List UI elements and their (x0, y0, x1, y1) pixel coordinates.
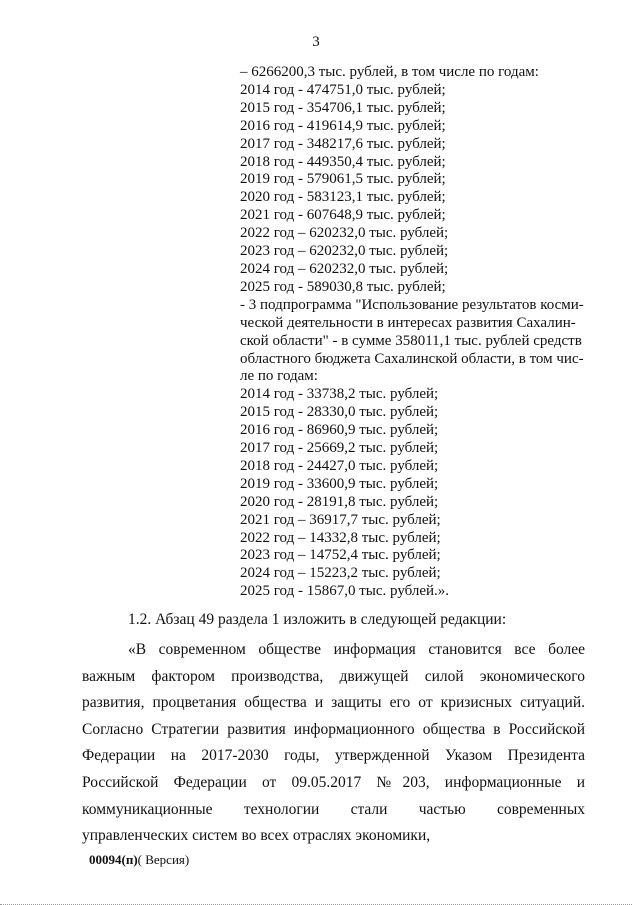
document-version: ( Версия) (137, 852, 190, 867)
budget-line: 2024 год – 15223,2 тыс. рублей; (240, 565, 441, 582)
page-edge-artifact (0, 899, 632, 905)
document-footer (89, 852, 189, 868)
budget-line: 2019 год - 579061,5 тыс. рублей; (240, 171, 446, 188)
budget-line: 2024 год – 620232,0 тыс. рублей; (240, 260, 449, 277)
budget-line: 2022 год – 14332,8 тыс. рублей; (240, 529, 441, 546)
subprogram-line: ческой деятельности в интересах развития Сахалин- (240, 314, 576, 331)
budget-line: – 6266200,3 тыс. рублей, в том числе по годам: (240, 64, 539, 80)
budget-line: 2023 год – 620232,0 тыс. рублей; (240, 243, 449, 260)
subprogram-line: областного бюджета Сахалинской области, в том чис- (240, 350, 584, 367)
budget-line: 2015 год - 354706,1 тыс. рублей; (240, 99, 446, 116)
budget-line: 2025 год - 589030,8 тыс. рублей; (240, 278, 446, 295)
budget-line: 2018 год - 24427,0 тыс. рублей; (240, 457, 439, 474)
budget-line: 2023 год – 14752,4 тыс. рублей; (240, 547, 441, 564)
subprogram-line: ле по годам: (240, 368, 318, 385)
budget-line: 2018 год - 449350,4 тыс. рублей; (240, 153, 446, 170)
budget-line: 2025 год - 15867,0 тыс. рублей.». (240, 583, 450, 600)
document-code: 00094(п) (89, 852, 138, 867)
budget-line: 2017 год - 348217,6 тыс. рублей; (240, 135, 446, 152)
subprogram-line: ской области" - в сумме 358011,1 тыс. рублей средств (240, 332, 582, 349)
budget-line: 2016 год - 86960,9 тыс. рублей; (240, 422, 439, 439)
subprogram-line: - 3 подпрограмма "Использование результатов косми- (240, 296, 584, 313)
budget-line: 2019 год - 33600,9 тыс. рублей; (240, 475, 439, 492)
budget-line: 2021 год - 607648,9 тыс. рублей; (240, 207, 446, 224)
item-clause-heading: 1.2. Абзац 49 раздела 1 изложить в следующей редакции: (128, 611, 507, 628)
budget-line: 2022 год – 620232,0 тыс. рублей; (240, 225, 449, 242)
budget-line: 2014 год - 474751,0 тыс. рублей; (240, 81, 446, 98)
budget-line: 2021 год – 36917,7 тыс. рублей; (240, 511, 441, 528)
budget-line: 2015 год - 28330,0 тыс. рублей; (240, 404, 439, 421)
budget-line: 2014 год - 33738,2 тыс. рублей; (240, 386, 439, 403)
budget-block (240, 64, 590, 601)
page-number: 3 (312, 34, 320, 50)
budget-line: 2020 год - 583123,1 тыс. рублей; (240, 189, 446, 206)
main-paragraph: «В современном обществе информация становится все более важным фактором производства, движущей силой экономического развития, процветания общества и защиты его от кризисных ситуаций. Согласно Стратегии развития информационного общества в Российской Федерации на 2017-2030 годы, утвержденной Указом Президента Российской Федерации от 09.05.2017 №203, информационные и коммуникационные технологии стали частью современных управленческих систем во всех отраслях экономики, (82, 641, 585, 845)
budget-line: 2016 год - 419614,9 тыс. рублей; (240, 117, 446, 134)
budget-line: 2017 год - 25669,2 тыс. рублей; (240, 440, 439, 457)
budget-line: 2020 год - 28191,8 тыс. рублей; (240, 493, 439, 510)
